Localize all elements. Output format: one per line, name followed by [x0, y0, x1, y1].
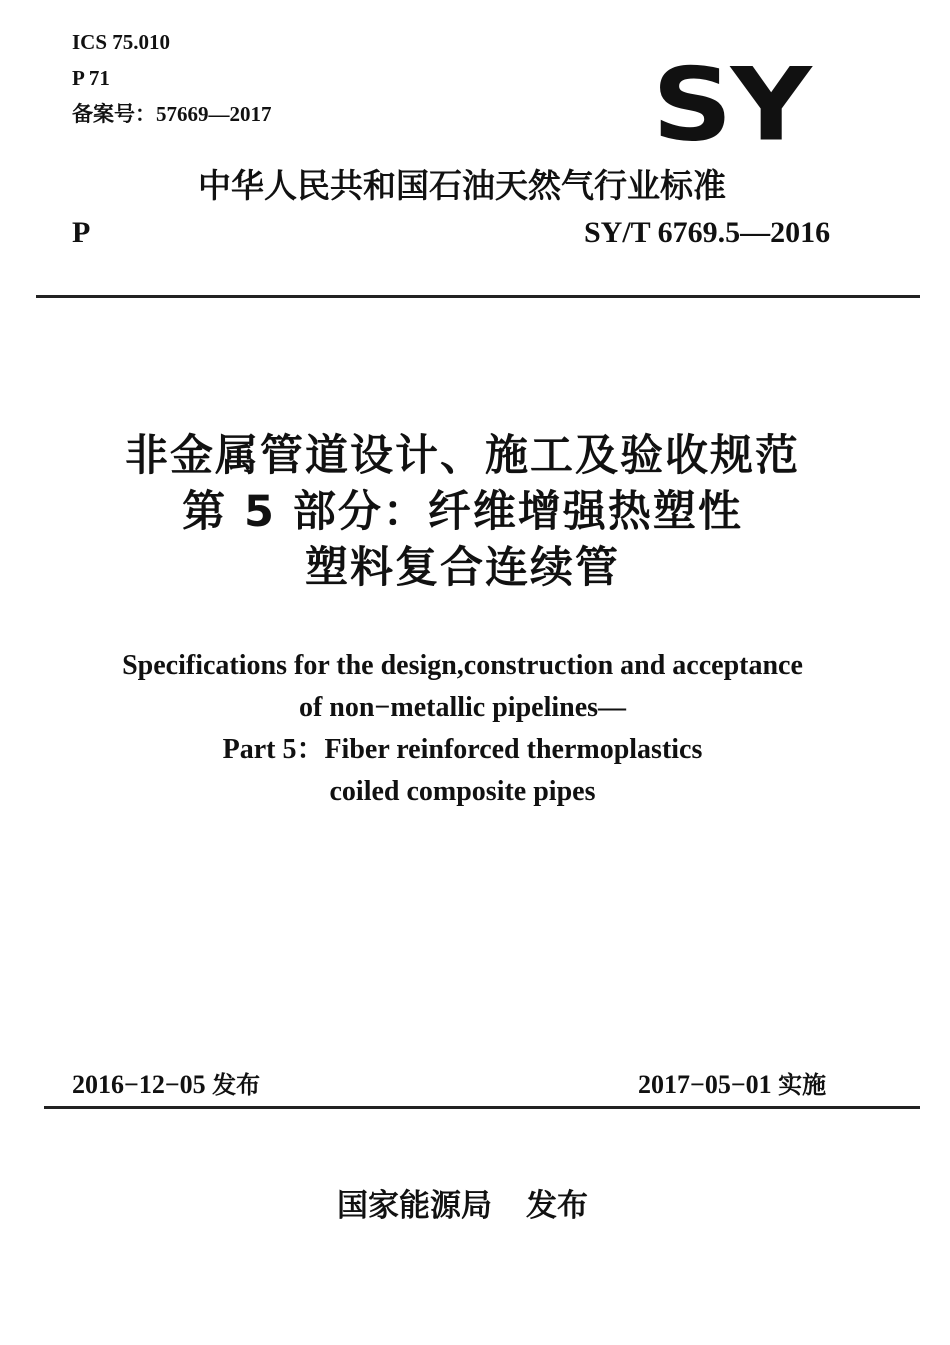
english-title	[0, 645, 925, 813]
english-title-line-4: coiled composite pipes	[329, 776, 596, 807]
category-letter: P	[72, 216, 91, 249]
standard-number: SY/T 6769.5—2016	[584, 216, 831, 249]
implementation-date	[638, 1065, 826, 1100]
english-title-line-1: Specifications for the design,construction and acceptance	[122, 650, 803, 681]
top-divider	[36, 295, 920, 298]
issuer	[0, 1180, 925, 1225]
english-title-line-2: of non−metallic pipelines—	[298, 692, 627, 723]
issue-date-value: 2016−12−05	[72, 1070, 206, 1099]
chinese-title-line-2: 第 5 部分：纤维增强热塑性	[182, 487, 743, 537]
industry-standard-heading: 中华人民共和国石油天然气行业标准	[198, 166, 726, 205]
implementation-label: 实施	[778, 1071, 827, 1099]
issuer-action: 发布	[526, 1188, 588, 1224]
chinese-title	[0, 428, 925, 596]
ics-code: ICS 75.010	[72, 30, 171, 54]
chinese-title-line-1: 非金属管道设计、施工及验收规范	[125, 431, 800, 481]
record-number: 备案号：57669—2017	[72, 102, 272, 126]
issue-date	[72, 1065, 260, 1100]
english-title-line-3: Part 5：Fiber reinforced thermoplastics	[222, 734, 703, 765]
chinese-title-line-3: 塑料复合连续管	[305, 543, 620, 593]
issuer-name: 国家能源局	[337, 1188, 492, 1224]
classification-code: P 71	[72, 66, 110, 90]
issue-label: 发布	[212, 1071, 261, 1099]
implementation-date-value: 2017−05−01	[638, 1070, 772, 1099]
bottom-divider	[44, 1106, 920, 1109]
sy-logo: SY	[652, 47, 810, 164]
